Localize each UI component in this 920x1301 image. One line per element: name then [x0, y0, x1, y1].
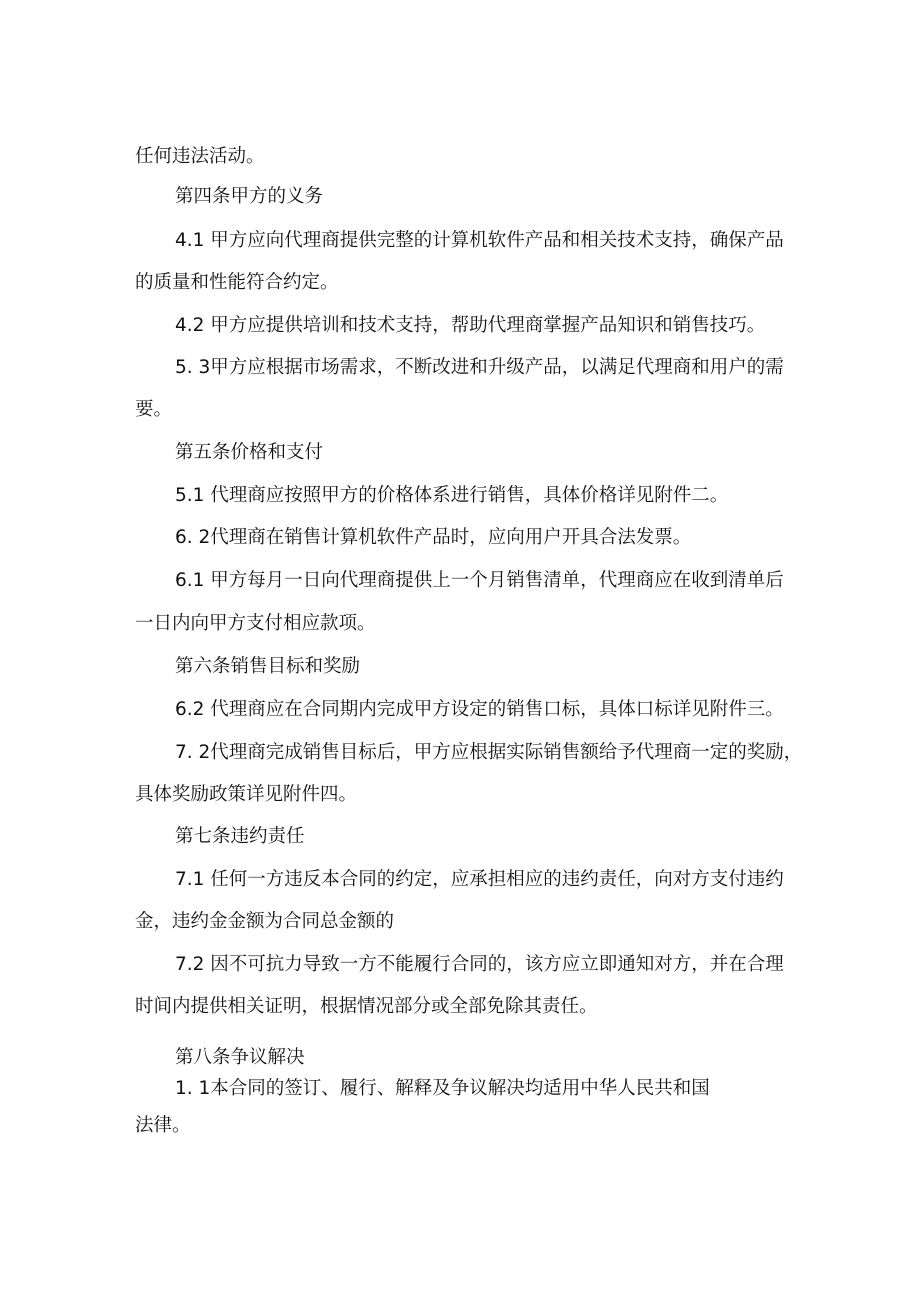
- clause-4-3-line-1: 5. 3甲方应根据市场需求，不断改进和升级产品，以满足代理商和用户的需: [175, 357, 784, 378]
- article-5-heading: 第五条价格和支付: [175, 442, 324, 463]
- clause-4-3-line-2: 要。: [135, 399, 173, 420]
- clause-5-3-line-2: 一日内向甲方支付相应款项。: [135, 613, 376, 634]
- clause-6-2-line-2: 具体奖励政策详见附件四。: [135, 784, 358, 805]
- article-7-heading: 第七条违约责任: [175, 826, 305, 847]
- article-8-heading: 第八条争议解决: [175, 1047, 305, 1068]
- clause-6-1: 6.2 代理商应在合同期内完成甲方设定的销售口标，具体口标详见附件三。: [175, 699, 784, 720]
- article-4-heading: 第四条甲方的义务: [175, 186, 324, 207]
- clause-5-3-line-1: 6.1 甲方每月一日向代理商提供上一个月销售清单，代理商应在收到清单后: [175, 570, 784, 591]
- clause-4-1-line-1: 4.1 甲方应向代理商提供完整的计算机软件产品和相关技术支持，确保产品: [175, 230, 784, 251]
- clause-4-1-line-2: 的质量和性能符合约定。: [135, 272, 339, 293]
- article-6-heading: 第六条销售目标和奖励: [175, 656, 361, 677]
- clause-8-1-line-1: 1. 1本合同的签订、履行、解释及争议解决均适用中华人民共和国: [175, 1078, 710, 1099]
- clause-7-1-line-2: 金，违约金金额为合同总金额的: [135, 911, 395, 932]
- clause-6-2-line-1: 7. 2代理商完成销售目标后，甲方应根据实际销售额给予代理商一定的奖励，: [175, 742, 803, 763]
- continuation-line: 任何违法活动。: [135, 146, 265, 167]
- clause-7-2-line-2: 时间内提供相关证明，根据情况部分或全部免除其责任。: [135, 996, 598, 1017]
- clause-5-2: 6. 2代理商在销售计算机软件产品时，应向用户开具合法发票。: [175, 527, 692, 548]
- clause-7-2-line-1: 7.2 因不可抗力导致一方不能履行合同的，该方应立即通知对方，并在合理: [175, 954, 784, 975]
- clause-5-1: 5.1 代理商应按照甲方的价格体系进行销售，具体价格详见附件二。: [175, 485, 729, 506]
- clause-8-1-line-2: 法律。: [135, 1115, 191, 1136]
- clause-4-2: 4.2 甲方应提供培训和技术支持，帮助代理商掌握产品知识和销售技巧。: [175, 315, 766, 336]
- clause-7-1-line-1: 7.1 任何一方违反本合同的约定，应承担相应的违约责任，向对方支付违约: [175, 869, 784, 890]
